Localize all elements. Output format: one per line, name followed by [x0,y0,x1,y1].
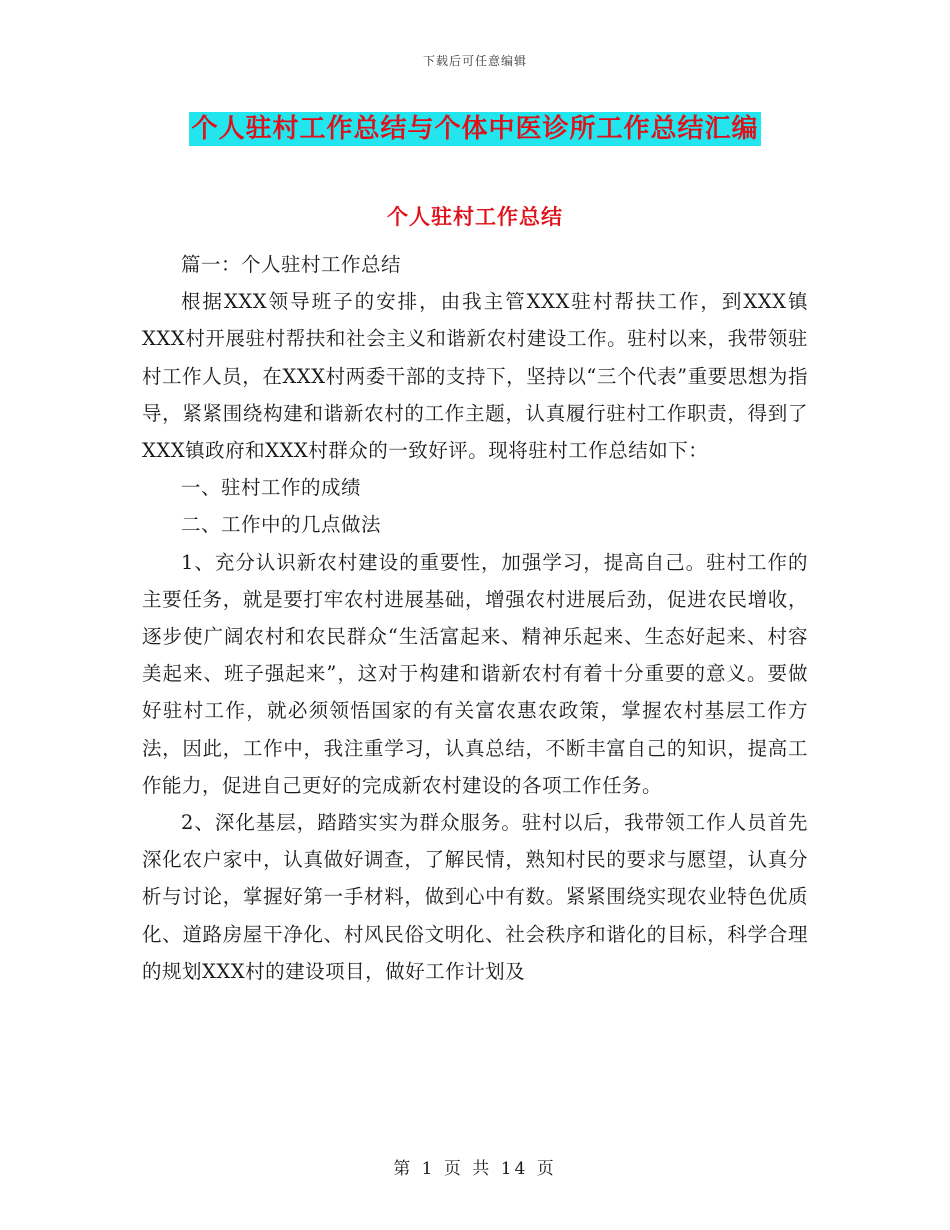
paragraph-point-2: 2、深化基层，踏踏实实为群众服务。驻村以后，我带领工作人员首先深化农户家中，认真做好调查，了解民情，熟知村民的要求与愿望，认真分析与讨论，掌握好第一手材料，做到心中有数。紧紧围绕实现农业特色优质化、道路房屋干净化、村风民俗文明化、社会秩序和谐化的目标，科学合理的规划XXX村的建设项目，做好工作计划及 [142,811,808,983]
section-title: 个人驻村工作总结 [387,205,563,229]
paragraph-heading-2: 二、工作中的几点做法 [181,513,382,537]
header-note: 下载后可任意编辑 [422,54,527,68]
document-title-wrap [0,112,950,146]
paragraph-chapter-heading: 篇一：个人驻村工作总结 [181,253,402,276]
paragraph-intro: 根据XXX领导班子的安排，由我主管XXX驻村帮扶工作，到XXX镇XXX村开展驻村帮扶和社会主义和谐新农村建设工作。驻村以来，我带领驻村工作人员，在XXX村两委干部的支持下，坚持以“三个代表”重要思想为指导，紧紧围绕构建和谐新农村的工作主题，认真履行驻村工作职责，得到了XXX镇政府和XXX村群众的一致好评。现将驻村工作总结如下： [142,290,808,463]
document-title: 个人驻村工作总结与个体中医诊所工作总结汇编 [191,114,759,144]
paragraph-heading-1: 一、驻村工作的成绩 [181,476,362,500]
page-footer: 第 1 页 共 14 页 [393,1159,557,1179]
paragraph-point-1: 1、充分认识新农村建设的重要性，加强学习，提高自己。驻村工作的主要任务，就是要打牢农村进展基础，增强农村进展后劲，促进农民增收，逐步使广阔农村和农民群众“生活富起来、精神乐起来、生态好起来、村容美起来、班子强起来”，这对于构建和谐新农村有着十分重要的意义。要做好驻村工作，就必须领悟国家的有关富农惠农政策，掌握农村基层工作方法，因此，工作中，我注重学习，认真总结，不断丰富自己的知识，提高工作能力，促进自己更好的完成新农村建设的各项工作任务。 [142,550,808,797]
document-body [142,246,808,990]
